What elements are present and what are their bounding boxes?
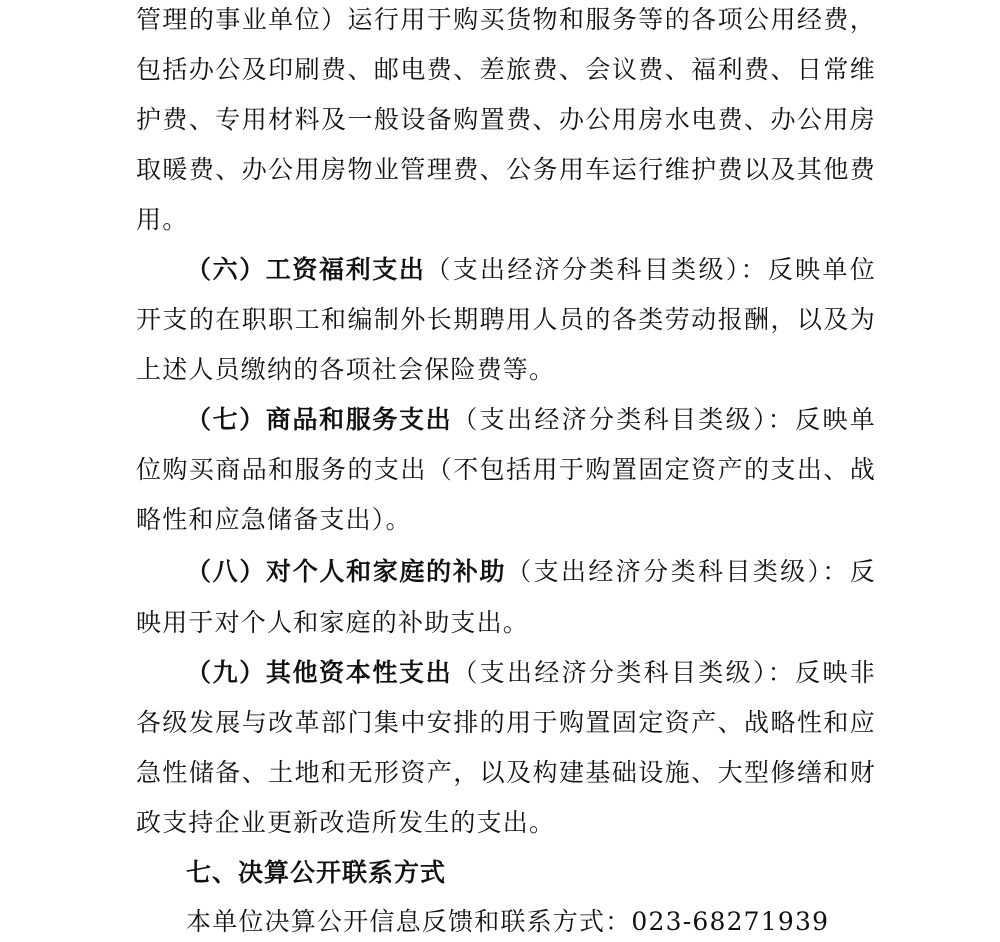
paragraph-first-line xyxy=(186,653,876,693)
paragraph-first-line xyxy=(186,250,876,290)
paragraph-first-line xyxy=(186,552,876,592)
section-heading: 七、决算公开联系方式 xyxy=(186,858,447,887)
text-line: 护费、专用材料及一般设备购置费、办公用房水电费、办公用房 xyxy=(136,105,876,134)
text-line: 用。 xyxy=(136,205,189,234)
text-line: 包括办公及印刷费、邮电费、差旅费、会议费、福利费、日常维 xyxy=(136,55,876,84)
text-line: 各级发展与改革部门集中安排的用于购置固定资产、战略性和应 xyxy=(136,708,876,737)
term-definition: （支出经济分类科目类级）：反映单 xyxy=(452,405,876,434)
text-line: 上述人员缴纳的各项社会保险费等。 xyxy=(136,355,556,384)
text-line: 急性储备、土地和无形资产，以及构建基础设施、大型修缮和财 xyxy=(136,758,876,787)
contact-text: 本单位决算公开信息反馈和联系方式：023-68271939 xyxy=(186,907,830,936)
text-line: 管理的事业单位）运行用于购买货物和服务等的各项公用经费， xyxy=(136,5,876,34)
text-line: 政支持企业更新改造所发生的支出。 xyxy=(136,808,556,837)
term-definition: （支出经济分类科目类级）：反映单位 xyxy=(425,255,876,284)
term-label: （七）商品和服务支出 xyxy=(186,405,453,434)
text-line: 映用于对个人和家庭的补助支出。 xyxy=(136,608,530,637)
term-label: （六）工资福利支出 xyxy=(186,255,426,284)
text-line: 位购买商品和服务的支出（不包括用于购置固定资产的支出、战 xyxy=(136,455,876,484)
term-label: （八）对个人和家庭的补助 xyxy=(186,557,507,586)
text-line: 开支的在职职工和编制外长期聘用人员的各类劳动报酬，以及为 xyxy=(136,305,876,334)
paragraph-first-line xyxy=(186,400,876,440)
term-label: （九）其他资本性支出 xyxy=(186,658,453,687)
term-definition: （支出经济分类科目类级）：反 xyxy=(506,557,876,586)
text-line: 略性和应急储备支出）。 xyxy=(136,505,412,534)
term-definition: （支出经济分类科目类级）：反映非 xyxy=(452,658,876,687)
text-line: 取暖费、办公用房物业管理费、公务用车运行维护费以及其他费 xyxy=(136,155,876,184)
